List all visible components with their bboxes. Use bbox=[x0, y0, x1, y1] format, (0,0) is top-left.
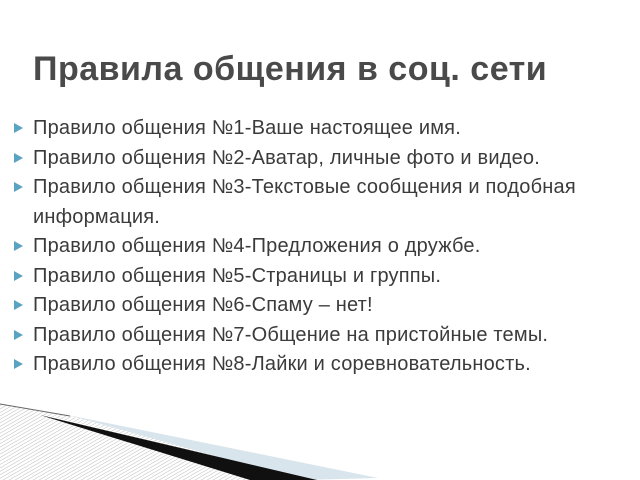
bullet-arrow-icon bbox=[14, 262, 33, 292]
rule-item-5 bbox=[14, 262, 626, 292]
rule-text: Правило общения №1-Ваше настоящее имя. bbox=[33, 117, 461, 139]
rule-text: Правило общения №2-Аватар, личные фото и видео. bbox=[33, 146, 540, 169]
rule-text: Правило общения №5-Страницы и группы. bbox=[33, 264, 442, 287]
rule-item-4 bbox=[14, 232, 626, 262]
rule-text: Правило общения №8-Лайки и соревновательность. bbox=[33, 353, 531, 375]
bullet-arrow-icon bbox=[14, 291, 33, 321]
rule-item-7 bbox=[14, 321, 626, 351]
rule-text: Правило общения №3-Текстовые сообщения и подобная информация. bbox=[33, 176, 576, 228]
blue-wedge bbox=[68, 415, 378, 480]
rule-text: Правило общения №7-Общение на пристойные темы. bbox=[33, 323, 549, 346]
bullet-arrow-icon bbox=[14, 232, 33, 262]
rule-item-1 bbox=[14, 114, 626, 144]
bullet-arrow-icon bbox=[14, 321, 33, 351]
slide-title: Правила общения в соц. сети bbox=[33, 49, 548, 88]
wedge-edge-line bbox=[0, 404, 70, 416]
bullet-arrow-icon bbox=[14, 144, 33, 174]
rule-item-8 bbox=[14, 350, 626, 380]
rule-item-3 bbox=[14, 173, 626, 232]
black-wedge bbox=[40, 415, 317, 480]
rule-item-2 bbox=[14, 144, 626, 174]
bullet-arrow-icon bbox=[14, 350, 33, 380]
rules-list bbox=[14, 114, 626, 380]
rule-text: Правило общения №4-Предложения о дружбе. bbox=[33, 235, 481, 257]
hatched-wedge bbox=[0, 404, 317, 480]
rule-item-6 bbox=[14, 291, 626, 321]
bullet-arrow-icon bbox=[14, 114, 33, 144]
bullet-arrow-icon bbox=[14, 173, 33, 203]
rule-text: Правило общения №6-Спаму – нет! bbox=[33, 294, 373, 316]
